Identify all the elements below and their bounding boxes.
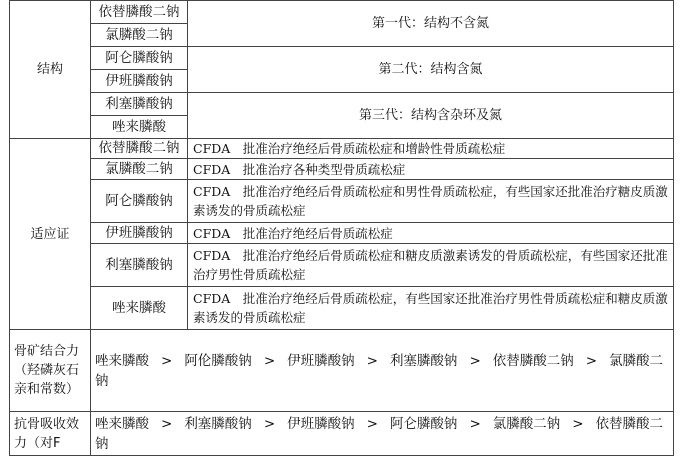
structure-drug: 利塞膦酸钠 <box>91 93 188 116</box>
greater-than-sign: > <box>161 415 173 432</box>
antiresorptive-item: 伊班膦酸钠 <box>287 415 355 432</box>
generation-3: 第三代：结构含杂环及氮 <box>188 93 674 139</box>
indication-text: CFDA 批准治疗绝经后骨质疏松症，有些国家还批准治疗男性骨质疏松症和糖皮质激素诱发的骨质疏松症 <box>188 287 674 330</box>
greater-than-sign: > <box>572 415 584 432</box>
greater-than-sign: > <box>585 352 598 369</box>
indication-drug: 唑来膦酸 <box>91 287 188 330</box>
antiresorptive-item: 氯膦酸二钠 <box>492 415 561 432</box>
antiresorptive-item: 利塞膦酸钠 <box>184 415 252 432</box>
indication-text: CFDA 批准治疗绝经后骨质疏松症 <box>188 223 674 244</box>
affinity-item: 阿伦膦酸钠 <box>184 352 252 369</box>
affinity-item: 伊班膦酸钠 <box>287 352 355 369</box>
antiresorptive-item: 阿仑膦酸钠 <box>389 415 458 432</box>
affinity-item: 依替膦酸二钠 <box>492 352 574 369</box>
indication-label: 适应证 <box>10 139 91 330</box>
greater-than-sign: > <box>366 415 378 432</box>
antiresorptive-label: 抗骨吸收效力（对F <box>10 412 91 456</box>
indication-drug: 依替膦酸二钠 <box>91 139 188 159</box>
structure-drug: 伊班膦酸钠 <box>91 70 188 93</box>
indication-text: CFDA 批准治疗绝经后骨质疏松症和糖皮质激素诱发的骨质疏松症，有些国家还批准治疗男性骨质疏松症 <box>188 244 674 287</box>
antiresorptive-order <box>91 412 674 456</box>
structure-drug: 阿仑膦酸钠 <box>91 47 188 70</box>
greater-than-sign: > <box>469 415 481 432</box>
indication-drug: 伊班膦酸钠 <box>91 223 188 244</box>
greater-than-sign: > <box>366 352 378 369</box>
greater-than-sign: > <box>469 352 481 369</box>
structure-drug: 依替膦酸二钠 <box>91 1 188 24</box>
indication-text: CFDA 批准治疗绝经后骨质疏松症和男性骨质疏松症，有些国家还批准治疗糖皮质激素诱发的骨质疏松症 <box>188 180 674 223</box>
antiresorptive-item: 唑来膦酸 <box>95 415 149 432</box>
greater-than-sign: > <box>161 352 173 369</box>
indication-text: CFDA 批准治疗绝经后骨质疏松症和增龄性骨质疏松症 <box>188 139 674 159</box>
affinity-order <box>91 330 674 412</box>
indication-drug: 氯膦酸二钠 <box>91 159 188 180</box>
structure-drug: 氯膦酸二钠 <box>91 24 188 47</box>
greater-than-sign: > <box>263 352 276 369</box>
generation-1: 第一代：结构不含氮 <box>188 1 674 47</box>
indication-text: CFDA 批准治疗各种类型骨质疏松症 <box>188 159 674 180</box>
antiresorptive-item: 依替膦酸二钠 <box>95 415 664 452</box>
affinity-label: 骨矿结合力（羟磷灰石亲和常数） <box>10 330 91 412</box>
structure-drug: 唑来膦酸 <box>91 116 188 139</box>
affinity-item: 氯膦酸二钠 <box>95 352 664 389</box>
structure-label: 结构 <box>10 1 91 139</box>
indication-drug: 阿仑膦酸钠 <box>91 180 188 223</box>
affinity-item: 唑来膦酸 <box>95 352 149 369</box>
indication-drug: 利塞膦酸钠 <box>91 244 188 287</box>
greater-than-sign: > <box>263 415 276 432</box>
generation-2: 第二代：结构含氮 <box>188 47 674 93</box>
bisphosphonate-comparison-table <box>9 0 674 456</box>
affinity-item: 利塞膦酸钠 <box>389 352 458 369</box>
